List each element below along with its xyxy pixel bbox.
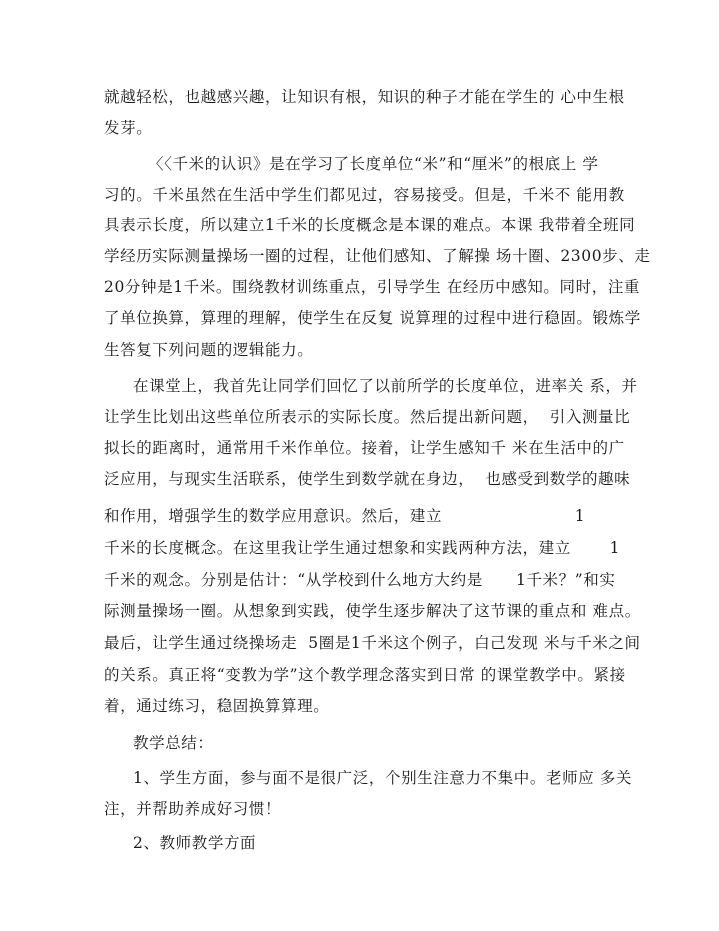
paragraph-line: 了单位换算，算理的理解，使学生在反复 说算理的过程中进行稳固。锻炼学	[104, 309, 641, 327]
paragraph-line: 拟长的距离时，通常用千米作单位。接着，让学生感知千 米在生活中的广	[104, 439, 625, 457]
paragraph-line: 千米的长度概念。在这里我让学生通过想象和实践两种方法，建立 1	[104, 539, 621, 557]
paragraph-line: 的关系。真正将“变教为学”这个教学理念落实到日常 的课堂教学中。紧接	[104, 666, 626, 684]
paragraph-line: 泛应用，与现实生活联系，使学生到数学就在身边， 也感受到数学的趣味	[104, 470, 631, 488]
paragraph-line: 让学生比划出这些单位所表示的实际长度。然后提出新问题， 引入测量比	[104, 408, 631, 426]
list-item-line: 2、教师教学方面	[133, 834, 257, 852]
paragraph-line: 学经历实际测量操场一圈的过程，让他们感知、了解操 场十圈、2300步、走	[104, 247, 651, 265]
list-item-line: 注，并帮助养成好习惯！	[104, 800, 282, 818]
paragraph-line: 20分钟是1千米。围绕教材训练重点，引导学生 在经历中感知。同时，注重	[104, 278, 641, 296]
paragraph-line: 〈〈千米的认识》是在学习了长度单位“米”和“厘米”的根底上 学	[148, 155, 599, 173]
paragraph-line: 习的。千米虽然在生活中学生们都见过，容易接受。但是，千米不 能用教	[104, 186, 625, 204]
list-item-line: 1、学生方面，参与面不是很广泛，个别生注意力不集中。老师应 多关	[133, 769, 632, 787]
section-heading: 教学总结：	[133, 734, 214, 752]
paragraph-line: 着，通过练习，稳固换算算理。	[104, 697, 330, 715]
paragraph-line: 际测量操场一圈。从想象到实践，使学生逐步解决了这节课的重点和 难点。	[104, 602, 641, 620]
paragraph-line: 具表示长度，所以建立1千米的长度概念是本课的难点。本课 我带着全班同	[104, 216, 636, 234]
paragraph-line: 发芽。	[104, 119, 153, 137]
paragraph-line: 在课堂上，我首先让同学们回忆了以前所学的长度单位，进率关 系，并	[133, 377, 638, 395]
paragraph-line: 就越轻松，也越感兴趣，让知识有根，知识的种子才能在学生的 心中生根	[104, 88, 625, 106]
paragraph-line: 和作用，增强学生的数学应用意识。然后，建立 1	[104, 507, 586, 525]
paragraph-line: 生答复下列问题的逻辑能力。	[104, 341, 314, 359]
paragraph-line: 千米的观念。分别是估计：“从学校到什么地方大约是 1千米？”和实	[104, 571, 616, 589]
paragraph-line: 最后，让学生通过绕操场走 5圈是1千米这个例子，白己发现 米与千米之间	[104, 634, 641, 652]
